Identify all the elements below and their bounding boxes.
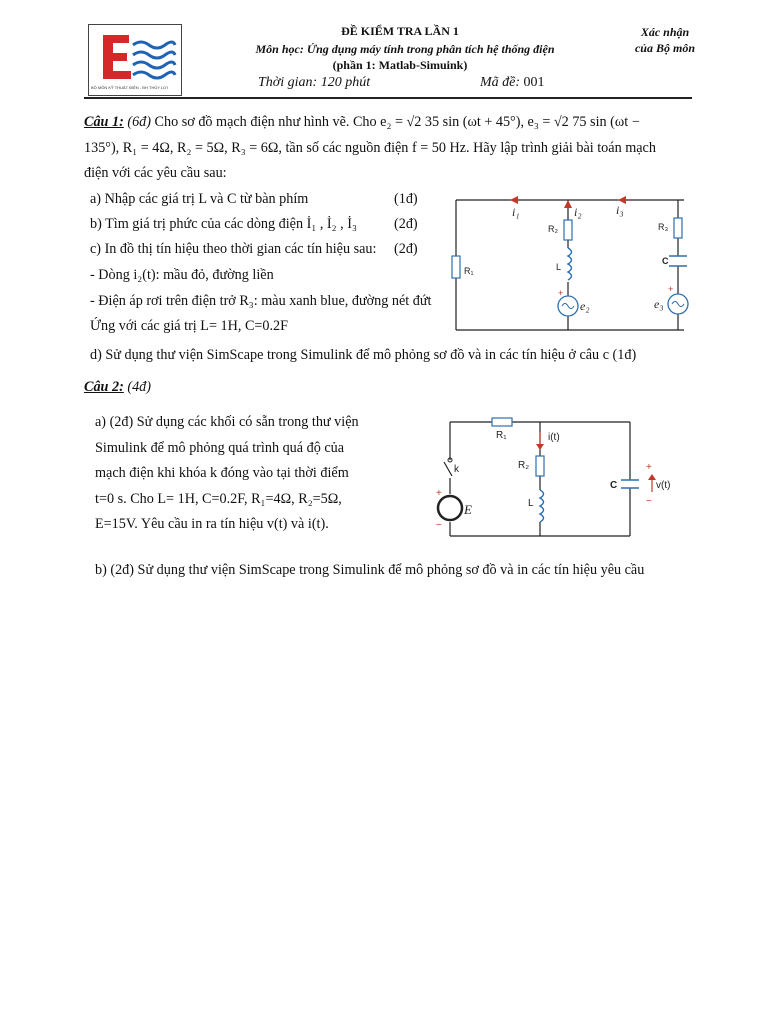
- q1-d: d) Sử dụng thư viện SimScape trong Simulink để mô phỏng sơ đồ và in các tín hiệu ở câu c (1đ): [90, 347, 637, 363]
- q1-intro: [84, 110, 694, 135]
- voltage-vt-label: v(t): [656, 480, 671, 491]
- c2-c-label: C: [610, 480, 618, 491]
- q1-c2: - Điện áp rơi trên điện trở R₃: màu xanh blue, đường nét đứt: [90, 293, 432, 309]
- l-label: L: [556, 262, 562, 272]
- vt-plus: +: [646, 462, 652, 473]
- q1-c: c) In đồ thị tín hiệu theo thời gian các tín hiệu sau:: [90, 241, 377, 257]
- source-e-label: E: [464, 502, 472, 517]
- department-confirm: [620, 24, 710, 56]
- q1-points: (6đ): [127, 114, 151, 130]
- c2-l-label: L: [528, 498, 534, 509]
- q1-c1: - Dòng i₂(t): mầu đỏ, đường liền: [90, 267, 274, 283]
- q2-a3: mạch điện khi khóa k đóng vào tại thời điểm: [95, 465, 349, 481]
- subject-line: [235, 42, 575, 57]
- q2-heading: [84, 375, 151, 400]
- q2-a1: a) (2đ) Sử dụng các khối có sẵn trong thư viện: [95, 414, 359, 430]
- q1-a-points: (1đ): [394, 191, 418, 207]
- q1-c3: Ứng với các giá trị L= 1H, C=0.2F: [90, 318, 289, 334]
- c2-r2-label: R₂: [518, 460, 530, 471]
- confirm-line-1: Xác nhận: [640, 25, 690, 39]
- exam-code-label: Mã đề:: [480, 75, 521, 90]
- e2-label: e₂: [580, 299, 590, 313]
- e3-label: e₃: [654, 297, 664, 311]
- school-logo: [88, 24, 182, 96]
- e2-plus: +: [558, 288, 564, 298]
- logo-caption: BỘ MÔN KỸ THUẬT ĐIỆN - ĐH THỦY LỢI: [91, 85, 168, 90]
- exam-code: [480, 75, 545, 91]
- c-label: C: [662, 256, 669, 266]
- q1-a: a) Nhập các giá trị L và C từ bàn phím: [90, 191, 309, 207]
- circuit-diagram-2: [430, 410, 680, 545]
- q2-a4: t=0 s. Cho L= 1H, C=0.2F, R₁=4Ω, R₂=5Ω,: [95, 491, 342, 507]
- confirm-line-2: của Bộ môn: [634, 41, 695, 55]
- subject-label: Môn học:: [255, 42, 304, 56]
- switch-k-label: k: [454, 464, 459, 475]
- q1-b-points: (2đ): [394, 216, 418, 232]
- q1-label: Câu 1:: [84, 114, 124, 130]
- exam-code-value: 001: [523, 75, 545, 90]
- c2-r1-label: R₁: [496, 430, 507, 441]
- circuit-diagram-1: [440, 190, 700, 340]
- i1-label: i₁: [512, 205, 520, 219]
- q2-b: b) (2đ) Sử dụng thư viện SimScape trong Simulink để mô phỏng sơ đồ và in các tín hiệu yêu cầu: [95, 562, 645, 578]
- r2-label: R₂: [548, 224, 558, 234]
- source-minus: −: [436, 520, 442, 531]
- q1-line3: điện với các yêu cầu sau:: [84, 165, 227, 181]
- exam-time: Thời gian: 120 phút: [258, 75, 371, 90]
- q1-line1: Cho sơ đồ mạch điện như hình vẽ. Cho e₂ = √2 35 sin (ωt + 45°), e₃ = √2 75 sin (ωt −: [154, 114, 640, 130]
- exam-title: ĐỀ KIỂM TRA LẦN 1: [341, 24, 459, 38]
- current-it-label: i(t): [548, 432, 560, 443]
- subject-name: Ứng dụng máy tính trong phân tích hệ thống điện: [306, 42, 555, 56]
- r3-label: R₃: [658, 222, 669, 232]
- q1-line2: 135°), R₁ = 4Ω, R₂ = 5Ω, R₃ = 6Ω, tần số các nguồn điện f = 50 Hz. Hãy lập trình giải bài toán mạch: [84, 140, 656, 156]
- q2-a5: E=15V. Yêu cầu in ra tín hiệu v(t) và i(t).: [95, 516, 329, 532]
- q2-a2: Simulink để mô phỏng quá trình quá độ của: [95, 440, 345, 456]
- i2-label: i₂: [574, 205, 582, 219]
- source-plus: +: [436, 488, 442, 499]
- r1-label: R₁: [464, 266, 474, 276]
- q1-c-points: (2đ): [394, 241, 418, 257]
- q2-label: Câu 2:: [84, 379, 124, 395]
- i3-label: i₃: [616, 203, 624, 217]
- header-divider: [84, 97, 692, 99]
- vt-minus: −: [646, 496, 652, 507]
- e3-plus: +: [668, 284, 674, 294]
- q2-points: (4đ): [127, 379, 151, 395]
- part-line: (phần 1: Matlab-Simuink): [332, 58, 468, 72]
- q1-b: b) Tìm giá trị phức của các dòng điện İ₁ , İ₂ , İ₃: [90, 216, 357, 232]
